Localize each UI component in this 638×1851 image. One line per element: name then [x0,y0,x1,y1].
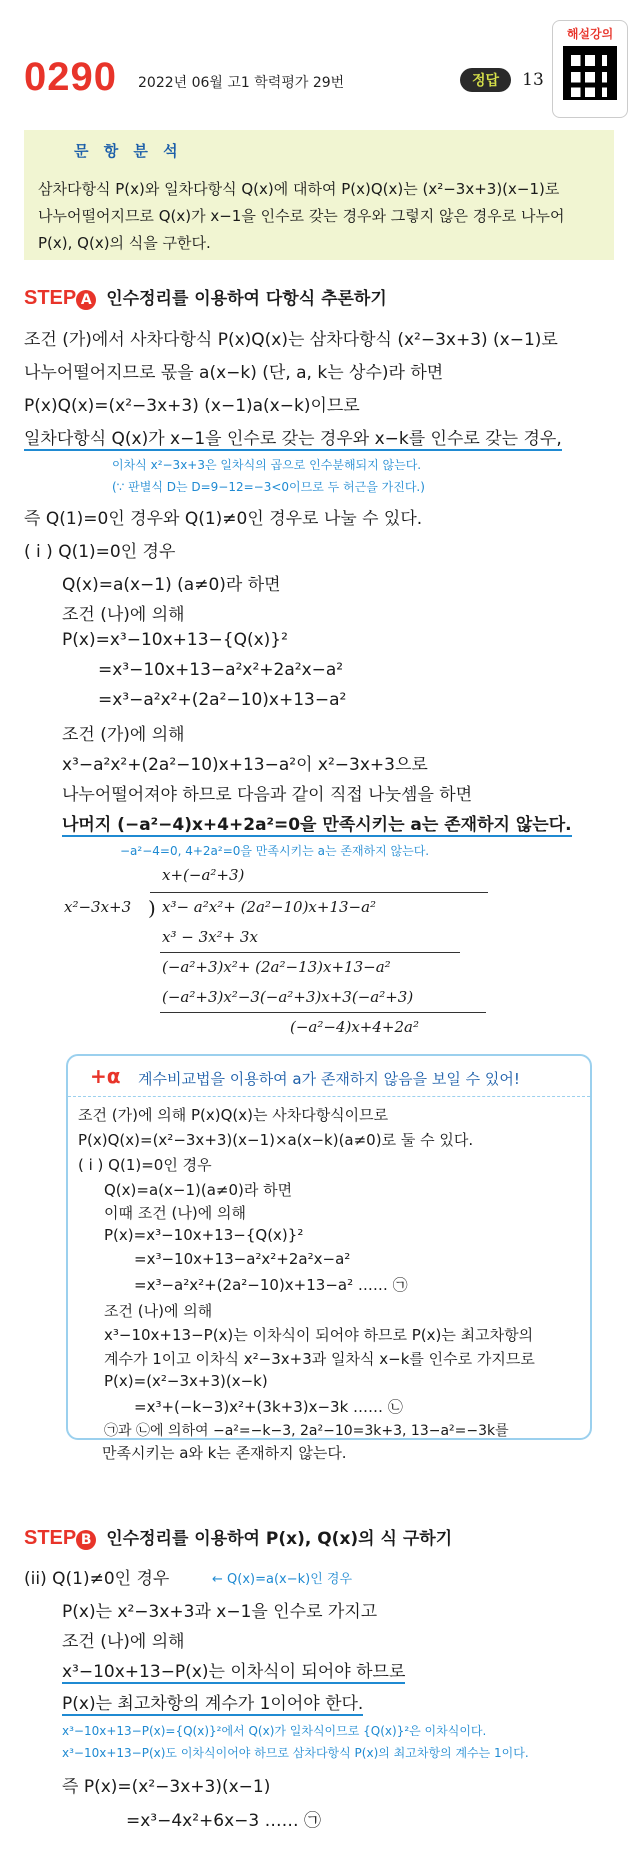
qr-label: 해설강의 [566,27,614,41]
division-divisor: x²−3x+3 [64,898,132,916]
note: 이차식 x²−3x+3은 일차식의 곱으로 인수분해되지 않는다. [112,458,422,472]
body-line: P(x)는 최고차항의 계수가 1이어야 한다. [62,1689,363,1716]
note: −a²−4=0, 4+2a²=0을 만족시키는 a는 존재하지 않는다. [120,844,430,858]
body-line: 나누어떨어져야 하므로 다음과 같이 직접 나눗셈을 하면 [62,785,473,805]
body-line: 조건 (나)에 의해 [62,605,185,625]
tip-line: P(x)Q(x)=(x²−3x+3)(x−1)×a(x−k)(a≠0)로 둘 수 있다. [78,1131,474,1149]
note: x³−10x+13−P(x)={Q(x)}²에서 Q(x)가 일차식이므로 {Q(x)}²은 이차식이다. [62,1724,487,1738]
step-label: STEP [24,287,77,309]
tip-line: Q(x)=a(x−1)(a≠0)라 하면 [104,1181,293,1199]
step-title: 인수정리를 이용하여 다항식 추론하기 [106,289,387,309]
tip-line: 계수가 1이고 이차식 x²−3x+3과 일차식 x−k를 인수로 가지므로 [104,1350,535,1368]
case-heading: (ii) Q(1)≠0인 경우 [24,1569,170,1589]
tip-line: 만족시키는 a와 k는 존재하지 않는다. [102,1444,347,1462]
analysis-body [38,176,604,257]
divider [68,1096,590,1097]
tip-equation: P(x)=(x²−3x+3)(x−k) [104,1372,268,1390]
equation: P(x)=x³−10x+13−{Q(x)}² [62,630,288,650]
analysis-line: 삼차다항식 P(x)와 일차다항식 Q(x)에 대하여 P(x)Q(x)는 (x²−3x+3)(x−1)로 [38,180,560,198]
problem-source: 2022년 06월 고1 학력평가 29번 [138,75,345,91]
answer-badge: 정답 [460,68,511,92]
tip-box [66,1054,592,1440]
body-line: 나머지 (−a²−4)x+4+2a²=0을 만족시키는 a는 존재하지 않는다. [62,810,572,837]
answer-value: 13 [522,70,544,90]
analysis-title: 문 항 분 석 [74,142,183,160]
tip-line: x³−10x+13−P(x)는 이차식이 되어야 하므로 P(x)는 최고차항의 [104,1326,534,1344]
problem-number: 0290 [24,55,117,99]
division-row: x³ − 3x²+ 3x [162,928,258,946]
analysis-line: P(x), Q(x)의 식을 구한다. [38,234,211,252]
analysis-box [24,130,614,260]
step-a-header [24,284,387,310]
equation: 즉 P(x)=(x²−3x+3)(x−1) [62,1777,271,1797]
tip-equation: =x³−10x+13−a²x²+2a²x−a² [134,1250,351,1268]
body-line: 조건 (가)에 의해 [62,725,185,745]
division-row: (−a²+3)x²+ (2a²−13)x+13−a² [162,958,391,976]
step-b-header [24,1524,452,1550]
division-quotient: x+(−a²+3) [162,866,245,884]
case-heading: ( i ) Q(1)=0인 경우 [24,542,176,562]
page-header [0,0,638,120]
step-letter-icon: A [76,290,96,310]
step-letter-icon: B [76,1530,96,1550]
division-remainder: (−a²−4)x+4+2a² [290,1018,419,1036]
body-line: 조건 (나)에 의해 [62,1632,185,1652]
division-line [160,952,460,953]
qr-code-box[interactable] [552,20,628,118]
step-label: STEP [24,1527,77,1549]
tip-line: 조건 (가)에 의해 P(x)Q(x)는 사차다항식이므로 [78,1106,389,1124]
body-line: P(x)Q(x)=(x²−3x+3) (x−1)a(x−k)이므로 [24,396,360,416]
body-line: x³−a²x²+(2a²−10)x+13−a²이 x²−3x+3으로 [62,755,428,775]
qr-code-icon[interactable] [563,46,617,100]
tip-line: 이때 조건 (나)에 의해 [104,1204,246,1222]
tip-line: ㉠과 ㉡에 의하여 −a²=−k−3, 2a²−10=3k+3, 13−a²=−3k를 [104,1423,509,1439]
tip-title: 계수비교법을 이용하여 a가 존재하지 않음을 보일 수 있어! [138,1070,520,1088]
division-bracket: ) [148,896,156,920]
division-bar [150,892,488,893]
step-title: 인수정리를 이용하여 P(x), Q(x)의 식 구하기 [106,1529,453,1549]
note: x³−10x+13−P(x)도 이차식이어야 하므로 삼차다항식 P(x)의 최고차항의 계수는 1이다. [62,1746,529,1760]
plus-alpha-icon: +α [90,1064,121,1088]
case-note: ← Q(x)=a(x−k)인 경우 [212,1572,353,1587]
note: (∵ 판별식 D는 D=9−12=−3<0이므로 두 허근을 가진다.) [112,480,425,494]
equation: =x³−4x²+6x−3 …… ㉠ [126,1811,322,1831]
body-line: 즉 Q(1)=0인 경우와 Q(1)≠0인 경우로 나눌 수 있다. [24,509,423,529]
body-line: P(x)는 x²−3x+3과 x−1을 인수로 가지고 [62,1602,378,1622]
tip-equation: =x³+(−k−3)x²+(3k+3)x−3k …… ㉡ [134,1398,403,1416]
equation: =x³−10x+13−a²x²+2a²x−a² [98,660,344,680]
body-line: x³−10x+13−P(x)는 이차식이 되어야 하므로 [62,1657,405,1684]
division-line [160,1012,486,1013]
body-line: 일차다항식 Q(x)가 x−1을 인수로 갖는 경우와 x−k를 인수로 갖는 경우, [24,424,562,451]
answer-box [460,68,544,92]
analysis-line: 나누어떨어지므로 Q(x)가 x−1을 인수로 갖는 경우와 그렇지 않은 경우로 나누어 [38,207,565,225]
body-line: 나누어떨어지므로 몫을 a(x−k) (단, a, k는 상수)라 하면 [24,363,444,383]
tip-line: ( i ) Q(1)=0인 경우 [78,1156,212,1174]
tip-equation: P(x)=x³−10x+13−{Q(x)}² [104,1226,304,1244]
body-line: Q(x)=a(x−1) (a≠0)라 하면 [62,575,281,595]
division-dividend: x³− a²x²+ (2a²−10)x+13−a² [162,898,377,916]
division-row: (−a²+3)x²−3(−a²+3)x+3(−a²+3) [162,988,414,1006]
tip-equation: =x³−a²x²+(2a²−10)x+13−a² …… ㉠ [134,1276,408,1294]
equation: =x³−a²x²+(2a²−10)x+13−a² [98,690,347,710]
body-line: 조건 (가)에서 사차다항식 P(x)Q(x)는 삼차다항식 (x²−3x+3) (x−1)로 [24,330,558,350]
tip-line: 조건 (나)에 의해 [104,1302,213,1320]
